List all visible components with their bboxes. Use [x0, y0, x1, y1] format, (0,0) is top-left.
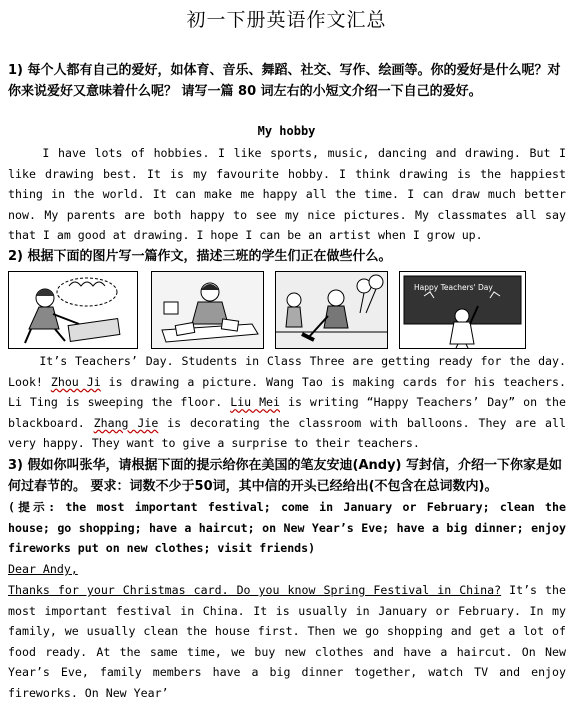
letter-greeting-text: Dear Andy, [8, 562, 78, 576]
essay-2-part-2: is drawing a picture. Wang Tao is making cards for his teachers. Li Ting is sweeping the floor. [8, 374, 573, 410]
essay-2-part-4: is decorating the classroom with balloons. They are all very happy. They want to give a surprise to their teachers. [8, 415, 573, 451]
essay-1-text: I have lots of hobbies. I like sports, music, dancing and drawing. But I like drawing best. It is my favourite hobby. I think drawing is the happiest thing in the world. It can make me happy all the time. I can draw much better now. My parents are both happy to see my nice pictures. My classmates all say that I am good at drawing. I hope I can be an artist when I grow up. [8, 146, 573, 243]
boy-drawing-illustration [9, 272, 137, 348]
blackboard-text: Happy Teachers' Day [414, 283, 493, 292]
question-3-hint: (提示: the most important festival; come in January or February; clean the house; go shopping; have a haircut; on New Year’s Eve; have a big dinner; enjoy fireworks put on new clothes; visit friends) [8, 500, 566, 556]
question-1-prompt: 1) 每个人都有自己的爱好，如体育、音乐、舞蹈、社交、写作、绘画等。你的爱好是什么呢？对你来说爱好又意味着什么呢？ 请写一篇 80 词左右的小短文介绍一下自己的爱好。 [8, 63, 561, 99]
essay-2-part-3: is writing “Happy Teachers’ Day” on the blackboard. [8, 395, 573, 430]
essay-2-name-liu-mei: Liu Mei [230, 395, 281, 410]
document-title: 初一下册英语作文汇总 [186, 9, 387, 31]
question-2-prompt: 2) 根据下面的图片写一篇作文，描述三班的学生们正在做些什么。 [8, 249, 392, 264]
question-3-prompt: 3) 假如你叫张华，请根据下面的提示给你在美国的笔友安迪(Andy) 写封信，介绍一下你家是如何过春节的。 要求：词数不少于50词，其中信的开头已经给出(不包含在总词数内)。 [8, 458, 563, 494]
letter-text [8, 580, 566, 704]
picture-blackboard [399, 271, 526, 349]
essay-2-body [8, 351, 573, 454]
making-cards-illustration [152, 272, 263, 348]
sweeping-illustration [276, 272, 387, 348]
letter-body [8, 580, 566, 704]
picture-sweeping-floor [275, 271, 388, 349]
picture-boy-making-cards [151, 271, 264, 349]
picture-boy-drawing [8, 271, 138, 349]
letter-opening-sentence: Thanks for your Christmas card. Do you know Spring Festival in China? [8, 583, 502, 597]
essay-2-text [8, 351, 573, 454]
letter-body-text: It’s the most important festival in China. It is usually in January or February. In my family, we usually clean the house first. Then we go shopping and get a lot of food ready. At the same time, we buy new clothes and have a haircut. On New Year’s Eve, family members have a big dinner together, watch TV and enjoy fireworks. On New Year’ [8, 583, 566, 700]
blackboard-illustration [400, 272, 525, 348]
essay-1-title: My hobby [257, 124, 316, 138]
essay-2-name-zhang-jie: Zhang Jie [93, 415, 159, 430]
essay-2-name-zhou-ji: Zhou Ji [50, 374, 101, 389]
letter-greeting [8, 559, 566, 580]
essay-1-body [8, 143, 573, 246]
essay-2-part-1: It’s Teachers’ Day. Students in Class Three are getting ready for the day. Look! [8, 354, 573, 389]
